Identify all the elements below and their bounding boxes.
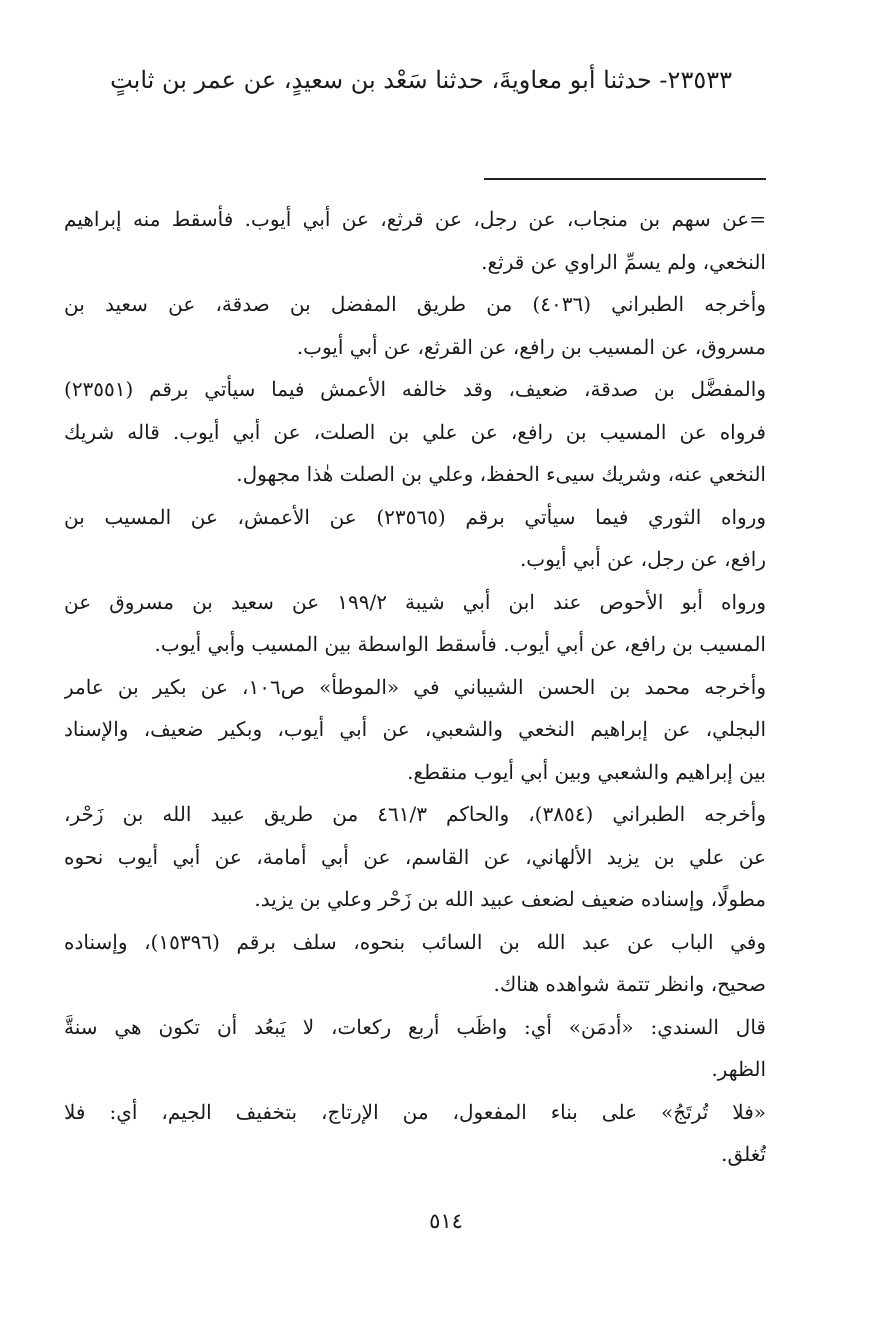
footnote-line: تُغلق. bbox=[721, 1142, 766, 1166]
footnote-line: ورواه أبو الأحوص عند ابن أبي شيبة ٢/‏١٩٩ عن سعيد بن مسروق عن bbox=[64, 589, 766, 614]
footnote-paragraph bbox=[64, 921, 766, 1006]
footnote-paragraph bbox=[64, 1006, 766, 1091]
footnote-paragraph bbox=[64, 666, 766, 794]
footnote-line: وأخرجه الطبراني (٤٠٣٦) من طريق المفضل بن صدقة، عن سعيد بن bbox=[64, 292, 766, 316]
footnotes-block bbox=[64, 198, 766, 1176]
footnote-line: رافع، عن رجل، عن أبي أيوب. bbox=[519, 547, 766, 571]
footnote-line: البجلي، عن إبراهيم النخعي والشعبي، عن أبي أيوب، وبكير ضعيف، والإسناد bbox=[64, 717, 766, 741]
footnote-line: الظهر. bbox=[711, 1057, 766, 1081]
footnote-line: قال السندي: «أدمَن» أي: واظَب أربع ركعات، لا يَبعُد أن تكون هي سنةَّ bbox=[64, 1014, 766, 1039]
footnote-line: والمفضَّل بن صدقة، ضعيف، وقد خالفه الأعمش فيما سيأتي برقم (٢٣٥٥١) bbox=[64, 377, 766, 401]
footnote-paragraph bbox=[64, 368, 766, 496]
hadith-heading: ٢٣٥٣٣- حدثنا أبو معاويةَ، حدثنا سَعْد بن سعيدٍ، عن عمر بن ثابتٍ bbox=[110, 66, 732, 94]
footnote-line: =عن سهم بن منجاب، عن رجل، عن قرثع، عن أبي أيوب. فأسقط منه إبراهيم bbox=[64, 207, 766, 231]
footnote-line: مسروق، عن المسيب بن رافع، عن القرثع، عن أبي أيوب. bbox=[296, 334, 766, 359]
footnote-paragraph bbox=[64, 1091, 766, 1176]
footnote-line: فرواه عن المسيب بن رافع، عن علي بن الصلت، عن أبي أيوب. قاله شريك bbox=[64, 419, 766, 444]
footnote-line: «فلا تُرتَجُ» على بناء المفعول، من الإرتاج، بتخفيف الجيم، أي: فلا bbox=[64, 1099, 766, 1124]
footnote-line: مطولًا، وإسناده ضعيف لضعف عبيد الله بن زَحْر وعلي بن يزيد. bbox=[254, 887, 766, 911]
footnote-line: صحيح، وانظر تتمة شواهده هناك. bbox=[493, 972, 766, 996]
footnote-paragraph bbox=[64, 793, 766, 921]
footnote-line: وفي الباب عن عبد الله بن السائب بنحوه، سلف برقم (١٥٣٩٦)، وإسناده bbox=[64, 929, 766, 954]
footnote-line: ورواه الثوري فيما سيأتي برقم (٢٣٥٦٥) عن الأعمش، عن المسيب بن bbox=[64, 504, 766, 529]
footnote-line: بين إبراهيم والشعبي وبين أبي أيوب منقطع. bbox=[407, 759, 766, 784]
footnote-paragraph bbox=[64, 198, 766, 283]
footnote-line: عن علي بن يزيد الألهاني، عن القاسم، عن أبي أمامة، عن أبي أيوب نحوه bbox=[64, 844, 766, 869]
page-number: ٥١٤ bbox=[429, 1209, 463, 1233]
footnote-line: وأخرجه محمد بن الحسن الشيباني في «الموطأ» ص١٠٦، عن بكير بن عامر bbox=[64, 674, 766, 699]
footnote-separator-rule bbox=[484, 178, 766, 180]
footnote-paragraph bbox=[64, 496, 766, 581]
footnote-paragraph bbox=[64, 283, 766, 368]
footnote-line: النخعي، ولم يسمِّ الراوي عن قرثع. bbox=[481, 249, 766, 274]
footnote-line: المسيب بن رافع، عن أبي أيوب. فأسقط الواسطة بين المسيب وأبي أيوب. bbox=[154, 632, 766, 656]
footnote-paragraph bbox=[64, 581, 766, 666]
footnote-line: النخعي عنه، وشريك سيىء الحفظ، وعلي بن الصلت هٰذا مجهول. bbox=[236, 462, 766, 486]
footnote-line: وأخرجه الطبراني (٣٨٥٤)، والحاكم ٣/‏٤٦١ من طريق عبيد الله بن زَحْر، bbox=[64, 802, 766, 826]
